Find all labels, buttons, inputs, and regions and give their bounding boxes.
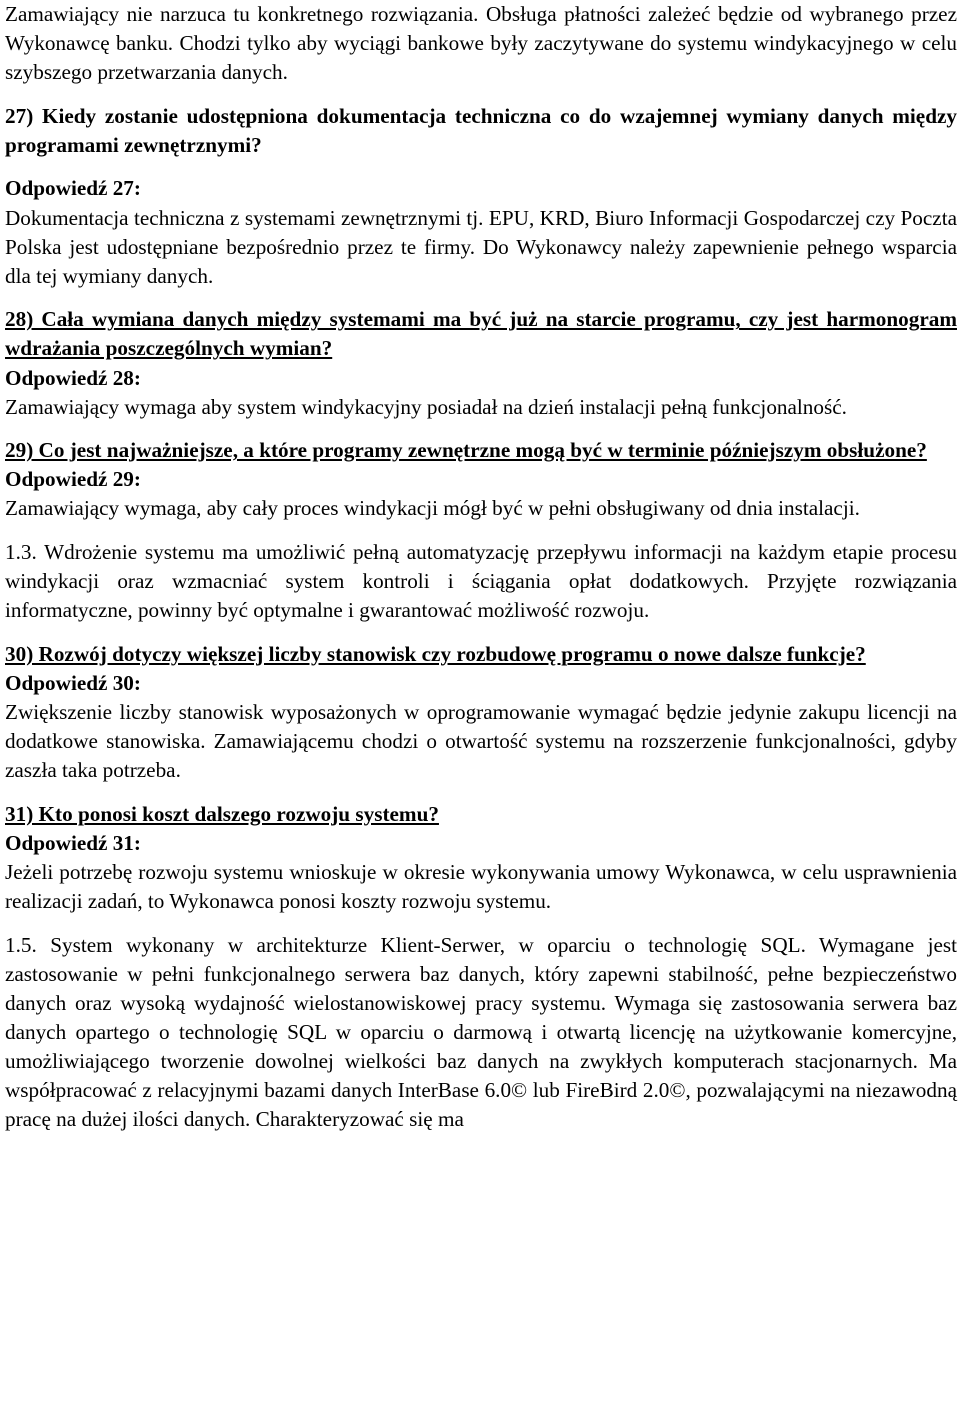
question-27: 27) Kiedy zostanie udostępniona dokumentacja techniczna co do wzajemnej wymiany danych między programami zewnętrznymi? (5, 103, 957, 157)
answer-30-text: Zwiększenie liczby stanowisk wyposażonych w oprogramowanie wymagać będzie jedynie zakupu licencji na dodatkowe stanowiska. Zamawiającemu chodzi o otwartość systemu na rozszerzenie funkcjonalności, gdyby zaszła taka potrzeba. (5, 699, 957, 783)
question-29-block (5, 436, 957, 523)
answer-29-text: Zamawiający wymaga, aby cały proces windykacji mógł być w pełni obsługiwany od dnia instalacji. (5, 496, 860, 521)
answer-30-label: Odpowiedź 30: (5, 670, 141, 695)
question-30-block (5, 640, 957, 785)
question-28-block (5, 305, 957, 421)
answer-28-label: Odpowiedź 28: (5, 365, 141, 390)
intro-paragraph: Zamawiający nie narzuca tu konkretnego rozwiązania. Obsługa płatności zależeć będzie od wybranego przez Wykonawcę banku. Chodzi tylko aby wyciągi bankowe były zaczytywane do systemu windykacyjnego w celu szybszego przetwarzania danych. (5, 2, 957, 85)
section-1-3-paragraph: 1.3. Wdrożenie systemu ma umożliwić pełną automatyzację przepływu informacji na każdym etapie procesu windykacji oraz wzmacniać system kontroli i ściągania opłat dodatkowych. Przyjęte rozwiązania informatyczne, powinny być optymalne i gwarantować możliwość rozwoju. (5, 540, 957, 623)
question-31: 31) Kto ponosi koszt dalszego rozwoju systemu? (5, 801, 439, 826)
question-30: 30) Rozwój dotyczy większej liczby stanowisk czy rozbudowę programu o nowe dalsze funkcje? (5, 641, 866, 666)
question-27-block (5, 102, 957, 291)
question-28: 28) Cała wymiana danych między systemami ma być już na starcie programu, czy jest harmonogram wdrażania poszczególnych wymian? (5, 307, 957, 361)
answer-31-text: Jeżeli potrzebę rozwoju systemu wnioskuje w okresie wykonywania umowy Wykonawca, w celu usprawnienia realizacji zadań, to Wykonawca ponosi koszty rozwoju systemu. (5, 859, 957, 914)
question-31-block (5, 800, 957, 916)
answer-31-label: Odpowiedź 31: (5, 830, 141, 855)
question-29: 29) Co jest najważniejsze, a które programy zewnętrzne mogą być w terminie późniejszym obsłużone? (5, 438, 927, 463)
section-1-5-paragraph: 1.5. System wykonany w architekturze Klient-Serwer, w oparciu o technologię SQL. Wymagane jest zastosowanie w pełni funkcjonalnego serwera baz danych, który zapewni stabilność, pełne bezpieczeństwo danych oraz wysoką wydajność wielostanowiskowej pracy systemu. Wymaga się zastosowania serwera baz danych opartego o technologię SQL w oparciu o darmową i otwartą licencję na użytkowanie komercyjne, umożliwiającego tworzenie dowolnej wielkości baz danych na zwykłych komputerach stacjonarnych. Ma współpracować z relacyjnymi bazami danych InterBase 6.0© lub FireBird 2.0©, pozwalającymi na niezawodną pracę na dużej ilości danych. Charakteryzować się ma (5, 932, 957, 1132)
answer-28-text: Zamawiający wymaga aby system windykacyjny posiadał na dzień instalacji pełną funkcjonalność. (5, 394, 847, 419)
answer-29-label: Odpowiedź 29: (5, 467, 141, 492)
answer-27-text: Dokumentacja techniczna z systemami zewnętrznymi tj. EPU, KRD, Biuro Informacji Gospodarczej czy Poczta Polska jest udostępniane bezpośrednio przez te firmy. Do Wykonawcy należy zapewnienie pełnego wsparcia dla tej wymiany danych. (5, 205, 957, 288)
answer-27-label: Odpowiedź 27: (5, 176, 141, 201)
document-page (5, 0, 957, 1134)
